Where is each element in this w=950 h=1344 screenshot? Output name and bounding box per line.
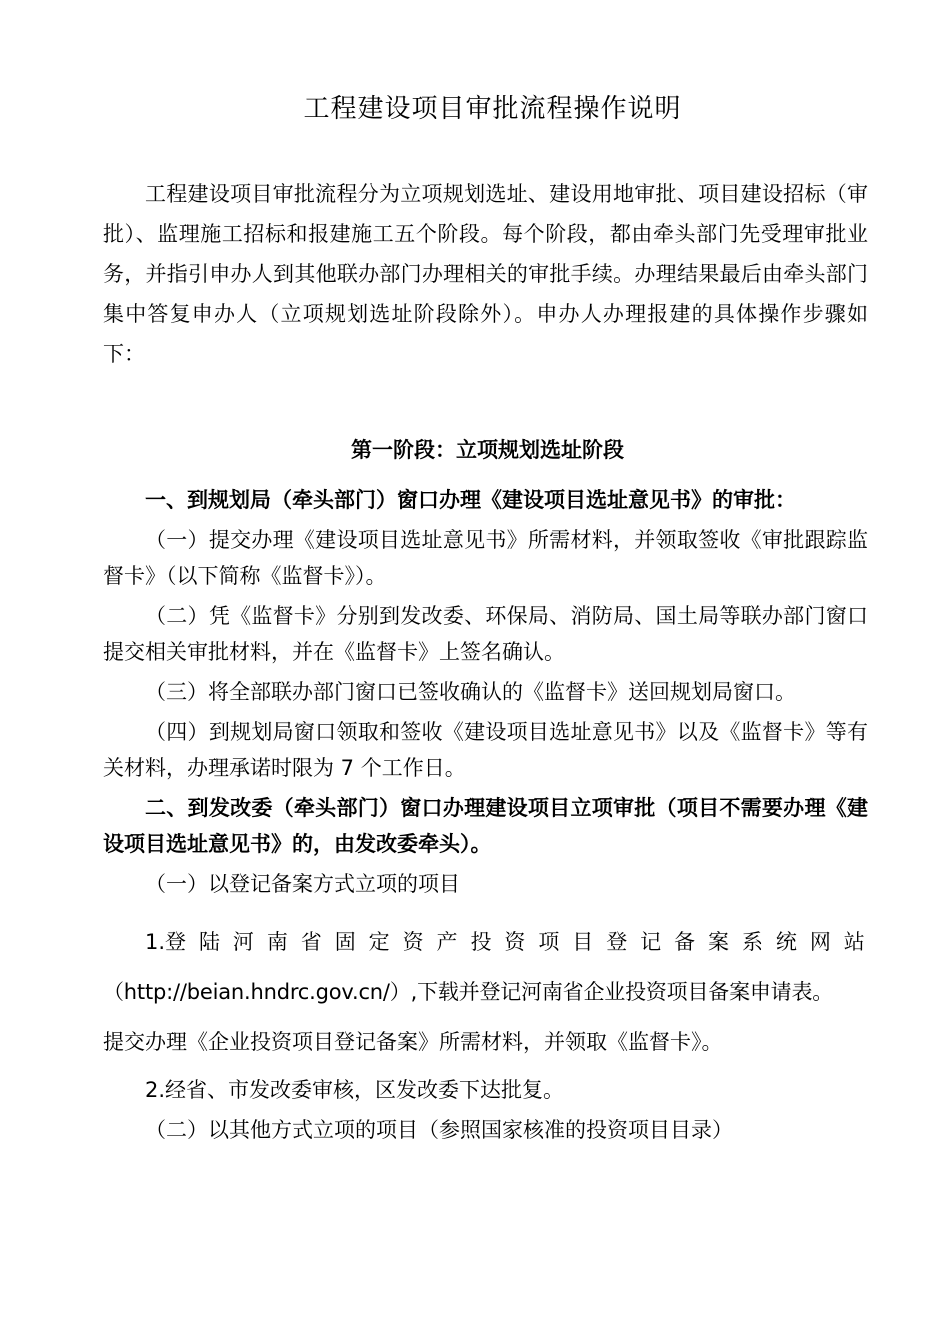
step-1-char: 投	[470, 930, 492, 954]
step-1-char: 备	[674, 930, 696, 954]
section-1	[103, 482, 868, 902]
step-1-char: 定	[368, 930, 390, 954]
section-2-sub-2: （二）以其他方式立项的项目（参照国家核准的投资项目目录）	[145, 1118, 733, 1142]
section-2-heading: 二、到发改委（牵头部门）窗口办理建设项目立项审批（项目不需要办理《建设项目选址意见书》的，由发改委牵头）。	[103, 796, 868, 856]
step-1-char: 站	[843, 930, 865, 954]
section-1-item-3: （三）将全部联办部门窗口已签收确认的《监督卡》送回规划局窗口。	[145, 680, 796, 704]
intro-text: 工程建设项目审批流程分为立项规划选址、建设用地审批、项目建设招标（审批）、监理施工招标和报建施工五个阶段。每个阶段，都由牵头部门先受理审批业务，并指引申办人到其他联办部门办理相关的审批手续。办理结果最后由牵头部门集中答复申办人（立项规划选址阶段除外）。申办人办理报建的具体操作步骤如下：	[103, 182, 868, 366]
step-1-char: 资	[402, 930, 424, 954]
stage-1-title: 第一阶段：立项规划选址阶段	[351, 438, 624, 462]
section-1-item-4: （四）到规划局窗口领取和签收《建设项目选址意见书》以及《监督卡》等有关材料，办理承诺时限为 7 个工作日。	[103, 720, 868, 780]
step-1-char: 项	[538, 930, 560, 954]
step-1-char: 省	[300, 930, 322, 954]
step-1-char: 南	[266, 930, 288, 954]
step-1-first-line	[145, 926, 865, 956]
step-1-char: 陆	[198, 930, 220, 954]
step-1-char: 河	[232, 930, 254, 954]
step-1-tail: 提交办理《企业投资项目登记备案》所需材料，并领取《监督卡》。	[103, 1030, 723, 1054]
section-1-item-2: （二）凭《监督卡》分别到发改委、环保局、消防局、国土局等联办部门窗口提交相关审批材料，并在《监督卡》上签名确认。	[103, 604, 868, 664]
step-1-char: 固	[334, 930, 356, 954]
section-2-sub-1: （一）以登记备案方式立项的项目	[145, 872, 460, 896]
step-1-prefix	[145, 926, 865, 956]
intro-paragraph	[103, 174, 868, 374]
step-1-number: 1.登	[145, 930, 187, 954]
section-1-heading: 一、到规划局（牵头部门）窗口办理《建设项目选址意见书》的审批：	[145, 488, 796, 512]
step-1-char: 资	[504, 930, 526, 954]
step-1-char: 统	[775, 930, 797, 954]
step-1-char: 系	[741, 930, 763, 954]
step-1-char: 目	[572, 930, 594, 954]
document-title: 工程建设项目审批流程操作说明	[303, 94, 682, 124]
step-1-char: 案	[708, 930, 730, 954]
step-1-url-line: （http://beian.hndrc.gov.cn/）,下载并登记河南省企业投资项目备案申请表。	[103, 980, 834, 1004]
section-1-item-1: （一）提交办理《建设项目选址意见书》所需材料，并领取签收《审批跟踪监督卡》（以下简称《监督卡》）。	[103, 528, 868, 588]
step-2: 2.经省、市发改委审核，区发改委下达批复。	[145, 1078, 565, 1102]
step-1-char: 网	[809, 930, 831, 954]
step-1-char: 登	[606, 930, 628, 954]
step-1-char: 记	[640, 930, 662, 954]
step-1-char: 产	[436, 930, 458, 954]
